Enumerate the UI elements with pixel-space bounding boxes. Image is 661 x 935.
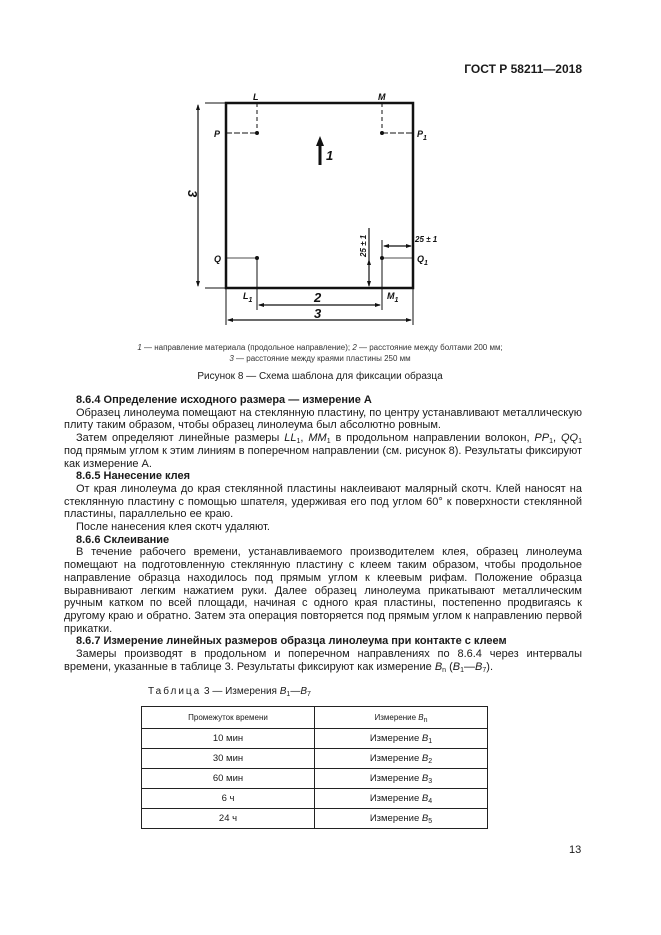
label-P: P — [214, 129, 221, 139]
label-Q: Q — [214, 254, 222, 264]
table-row — [142, 769, 488, 789]
plate-outline — [226, 103, 413, 288]
section-heading: 8.6.5 Нанесение клея — [76, 470, 191, 483]
paragraph: После нанесения клея скотч удаляют. — [76, 521, 270, 534]
figure-legend: 1 — направление материала (продольное направление); 2 — расстояние между болтами 200 мм; 3 — расстояние между краями пластины 250 мм — [137, 343, 503, 363]
measurements-table — [141, 706, 488, 829]
label-L: L — [253, 92, 259, 102]
label-tolerance-horizontal: 25 ± 1 — [415, 235, 438, 244]
label-M1: $M_1$ — [387, 291, 399, 304]
label-dim-3-left: 3 — [185, 190, 200, 198]
figure-caption: Рисунок 8 — Схема шаблона для фиксации образца — [197, 371, 443, 382]
cell-time: 10 мин — [142, 729, 315, 749]
paragraph: От края линолеума до края стеклянной пластины наклеивают малярный скотч. Клей наносят на стеклянную пластину с помощью шпателя, удерживая его под углом 60° к поверхности стеклянной пластины, параллельно ее краю. — [64, 482, 582, 521]
table-row — [142, 729, 488, 749]
cell-measurement: Измерение $B_3$ — [315, 769, 488, 789]
section-heading: 8.6.7 Измерение линейных размеров образца линолеума при контакте с клеем — [76, 635, 507, 648]
page-number: 13 — [569, 844, 582, 856]
table-row — [142, 789, 488, 809]
label-dim-2: 2 — [314, 290, 322, 305]
section-heading: 8.6.4 Определение исходного размера — измерение А — [76, 394, 372, 406]
section-heading: 8.6.6 Склеивание — [76, 533, 170, 546]
label-arrow-1: 1 — [326, 148, 334, 163]
table-row — [142, 749, 488, 769]
column-header: Измерение $B_n$ — [315, 707, 488, 729]
label-M: M — [378, 92, 386, 102]
cell-measurement: Измерение $B_4$ — [315, 789, 488, 809]
table-caption: Таблица 3 — Измерения $B_1—B_7$ — [148, 686, 311, 698]
cell-measurement: Измерение $B_1$ — [315, 729, 488, 749]
paragraph: В течение рабочего времени, устанавливаемого производителем клея, образец линолеума помещают на подготовленную стеклянную пластину с клеем таким образом, чтобы продольное направление образца находилось под прямым углом к клеевым рифам. Положение образца выравнивают легким нажатием руки. Далее образец линолеума прикатывают металлическим ручным катком по всей площади, начиная с одного края пластины, постепенно продвигаясь к другому краю и обратно. Затем эта операция повторяется под прямым углом к направлению первой прикатки. — [64, 546, 582, 635]
document-header: ГОСТ Р 58211—2018 — [464, 62, 582, 76]
label-tolerance-vertical: 25 ± 1 — [359, 234, 368, 257]
paragraph: Образец линолеума помещают на стеклянную пластину, по центру устанавливают металлическую плиту таким образом, чтобы образец линолеума был абсолютно ровным. — [64, 406, 582, 432]
cell-time: 60 мин — [142, 769, 315, 789]
cell-time: 30 мин — [142, 749, 315, 769]
label-dim-3-bottom: 3 — [314, 306, 322, 321]
cell-measurement: Измерение $B_5$ — [315, 809, 488, 829]
paragraph: Замеры производят в продольном и поперечном направлениях по 8.6.4 через интервалы времени, указанные в таблице 3. Результаты фиксируют как измерение $B_n$ $(B_1—B_7)$. — [64, 648, 582, 674]
cell-time: 6 ч — [142, 789, 315, 809]
paragraph: Затем определяют линейные размеры $LL_1$, $MM_1$ в продольном направлении волокон, $PP_1$, $QQ_1$ под прямым углом к этим линиям в поперечном направлении (см. рисунок 8). Результаты фиксируют как измерение А. — [64, 432, 582, 470]
cell-time: 24 ч — [142, 809, 315, 829]
document-body — [64, 394, 582, 673]
label-Q1: $Q_1$ — [417, 254, 428, 267]
table-header-row — [142, 707, 488, 729]
column-header: Промежуток времени — [142, 707, 315, 729]
label-P1: $P_1$ — [417, 129, 427, 142]
figure-8-diagram — [0, 0, 661, 340]
cell-measurement: Измерение $B_2$ — [315, 749, 488, 769]
table-row — [142, 809, 488, 829]
label-L1: $L_1$ — [243, 291, 253, 304]
